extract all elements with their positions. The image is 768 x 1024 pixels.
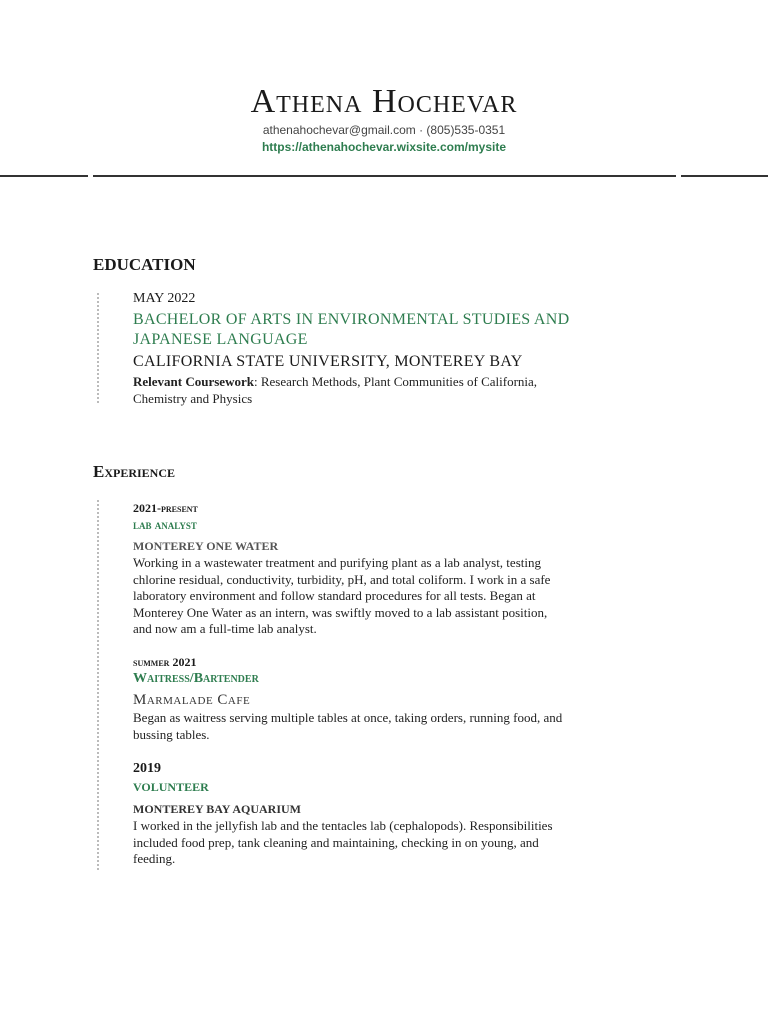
job-role: Waitress/Bartender — [133, 671, 259, 686]
school-name: CALIFORNIA STATE UNIVERSITY, MONTEREY BAY — [133, 353, 523, 370]
experience-timeline-line — [97, 500, 99, 870]
job-role: VOLUNTEER — [133, 780, 209, 794]
experience-entry — [133, 500, 653, 638]
header-rule-left — [0, 175, 88, 177]
experience-entry — [133, 760, 653, 868]
education-entry — [133, 291, 653, 407]
job-org: MONTEREY ONE WATER — [133, 539, 279, 553]
education-heading: EDUCATION — [93, 255, 196, 274]
header-rule-center — [93, 175, 676, 177]
education-date: MAY 2022 — [133, 291, 196, 306]
website-link[interactable]: https://athenahochevar.wixsite.com/mysite — [261, 140, 507, 154]
education-timeline-line — [97, 293, 99, 403]
coursework-line-2: Chemistry and Physics — [133, 390, 253, 406]
experience-heading: Experience — [93, 462, 176, 481]
description-line: Monterey One Water as an intern, was swiftly moved to a lab assistant position, — [133, 604, 548, 620]
experience-entry — [133, 654, 653, 743]
description-line: chlorine residual, conductivity, turbidity, pH, and total coliform. I work in a safe — [133, 571, 551, 587]
degree-title — [133, 310, 693, 350]
coursework-line-1 — [133, 374, 693, 391]
contact-info: athenahochevar@gmail.com · (805)535-0351 — [262, 123, 506, 137]
job-date: 2021-present — [133, 501, 198, 515]
job-description — [133, 555, 653, 638]
description-line: and now am a full-time lab analyst. — [133, 621, 317, 636]
resume-header — [0, 82, 768, 156]
description-line: Began as waitress serving multiple tables at once, taking orders, running food, and — [133, 710, 563, 725]
degree-line-1: BACHELOR OF ARTS IN ENVIRONMENTAL STUDIES AND — [133, 311, 570, 328]
coursework-text: : Research Methods, Plant Communities of California, — [253, 374, 538, 389]
coursework — [133, 374, 693, 407]
description-line: included food prep, tank cleaning and maintaining, checking in on young, and — [133, 834, 539, 850]
job-org: Marmalade Cafe — [133, 692, 251, 708]
description-line: laboratory environment and follow standard procedures for all tests. Began at — [133, 588, 536, 603]
candidate-name: Athena Hochevar — [250, 83, 518, 120]
description-line: bussing tables. — [133, 726, 210, 742]
job-role: lab analyst — [133, 517, 197, 532]
job-description — [133, 818, 653, 868]
description-line: Working in a wastewater treatment and purifying plant as a lab analyst, testing — [133, 555, 541, 570]
degree-line-2: JAPANESE LANGUAGE — [133, 331, 308, 348]
job-org: MONTEREY BAY AQUARIUM — [133, 802, 302, 816]
job-date: summer 2021 — [133, 655, 197, 669]
header-rule-right — [681, 175, 768, 177]
description-line: feeding. — [133, 851, 176, 866]
job-date: 2019 — [133, 761, 161, 776]
coursework-label: Relevant Coursework — [133, 374, 254, 389]
job-description — [133, 710, 653, 743]
description-line: I worked in the jellyfish lab and the tentacles lab (cephalopods). Responsibilities — [133, 818, 553, 833]
